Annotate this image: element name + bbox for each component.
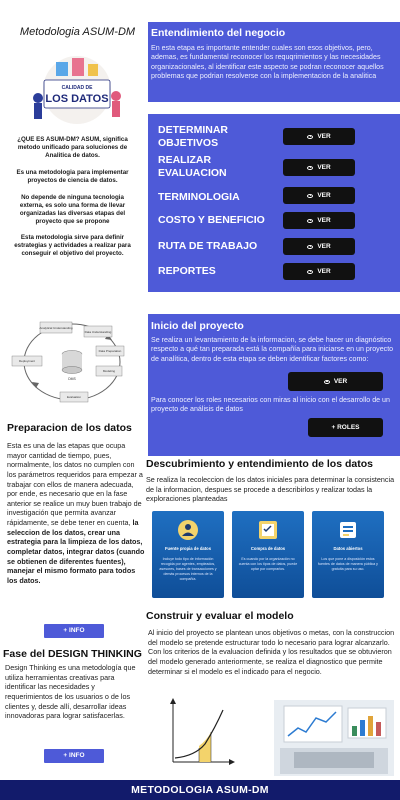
cycle-label-6: Deployment bbox=[18, 359, 36, 363]
ver-button-label: VER bbox=[317, 133, 331, 140]
logo bbox=[24, 50, 130, 128]
intro-paragraph-4: Esta metodologia sirve para definir estrategias y actividades a realizar para conseguir el objetivo del proyecto. bbox=[14, 234, 131, 258]
roles-button-label: + ROLES bbox=[331, 424, 360, 431]
preparacion-info-button[interactable]: + INFO bbox=[44, 624, 104, 638]
menu-label-ruta-trabajo: RUTA DE TRABAJO bbox=[158, 240, 258, 252]
card-compra-datos bbox=[232, 511, 304, 598]
intro-text bbox=[10, 136, 135, 267]
cycle-label-5: Evaluation bbox=[66, 395, 82, 399]
cycle-center-label: DMS bbox=[68, 377, 76, 381]
roles-button[interactable] bbox=[308, 418, 383, 437]
card-title: Compra de datos bbox=[250, 546, 286, 551]
card-text: Los que pone a disposición estos fuentes de datos de manera pública y gratuita para su uso. bbox=[318, 557, 378, 572]
ver-button-ruta-trabajo[interactable] bbox=[283, 238, 355, 255]
preparacion-text-intro: Esta es una de las etapas que ocupa mayor cantidad de tiempo, pues, normalmente, los datos no cumplen con los parámetros requeridos para empezar a trabajar con ellos de manera adecuada, por ende, es necesario que en la fase anterior se realice un muy buen trabajo de investigación que permita avanzar rápidamente, se debe tener en cuenta, bbox=[7, 441, 143, 528]
eye-icon bbox=[307, 194, 313, 198]
eye-icon bbox=[307, 219, 313, 223]
design-info-button[interactable]: + INFO bbox=[44, 749, 104, 763]
intro-paragraph-1: ¿QUE ES ASUM-DM? ASUM, significa metodo unificado para soluciones de Analitica de datos. bbox=[17, 136, 128, 159]
card-title: Fuente propia de datos bbox=[164, 546, 212, 551]
card-title: Datos abiertos bbox=[333, 546, 363, 551]
data-sources-cards bbox=[146, 511, 400, 598]
menu-label-terminologia: TERMINOLOGIA bbox=[158, 191, 240, 203]
inicio-title: Inicio del proyecto bbox=[151, 320, 244, 332]
menu-label-determinar-objetivos: DETERMINAR OBJETIVOS bbox=[158, 124, 228, 149]
cycle-label-4: Modeling bbox=[102, 369, 116, 373]
construir-text: Al inicio del proyecto se plantean unos objetivos o metas, con la construccion del modelo se pretende estructurar todo lo necesario para lograr alcanzarlo. Con los criterios de la evaluacion definida y los resultados que se obtuvieron del modelo generado anteriormente, se realiza el diagnostico que permite determinar si el modelo es el indicado para el negocio. bbox=[148, 628, 395, 676]
person-data-icon bbox=[176, 519, 200, 541]
ver-button-label: VER bbox=[317, 217, 331, 224]
negocio-text: En esta etapa es importante entender cuales son esos objetivos, pero, ademas, es fundamental reconocer los requqrimientos y las necesidades organizacionales, al identificar este aspecto se podran reconocer aquellos problemas que podrian resolverse con la implementacion de la analitica bbox=[151, 44, 384, 81]
open-data-icon bbox=[336, 519, 360, 541]
preparacion-text-bold: la seleccion de los datos, crear una estrategia para la limpieza de los datos, completar datos, integrar datos (cuando se obtienen de diferentes fuentes), manejar el mismo formato para todos los datos. bbox=[7, 518, 145, 585]
preparacion-text bbox=[7, 441, 145, 586]
design-thinking-text: Design Thinking es una metodología que utiliza herramientas creativas para identificar las necesidades y requerimientos de los usuarios o de los clientes y, desde allí, desarrollar ideas innovadoras para lograr satisfacerlas. bbox=[5, 663, 136, 721]
cycle-label-1: Analytical Understanding bbox=[39, 326, 73, 330]
ver-button-reportes[interactable] bbox=[283, 263, 355, 280]
ver-button-label: VER bbox=[317, 268, 331, 275]
footer-bar: METODOLOGIA ASUM-DM bbox=[0, 780, 400, 800]
logo-big-text: LOS DATOS bbox=[45, 93, 109, 105]
negocio-panel bbox=[148, 22, 400, 102]
eye-icon bbox=[307, 245, 313, 249]
cycle-label-3: Data Preparation bbox=[98, 349, 122, 353]
inicio-ver-button[interactable] bbox=[288, 372, 383, 391]
inicio-roles-text: Para conocer los roles necesarios con miras al inicio con el desarrollo de un proyecto de análisis de datos bbox=[151, 396, 390, 414]
design-thinking-title: Fase del DESIGN THINKING bbox=[3, 648, 142, 660]
ver-button-label: VER bbox=[317, 243, 331, 250]
inicio-panel bbox=[148, 314, 400, 456]
brand-title: Metodologia ASUM-DM bbox=[19, 26, 136, 38]
descubrimiento-text: Se realiza la recoleccion de los datos iniciales para determinar la consistencia de la informacion, despues se procede a describirlos y realizar todas la exploraciones planteadas bbox=[146, 475, 395, 504]
inicio-ver-label: VER bbox=[333, 378, 348, 385]
construir-title: Construir y evaluar el modelo bbox=[146, 610, 294, 622]
asum-cycle-diagram bbox=[10, 316, 135, 408]
card-datos-abiertos bbox=[312, 511, 384, 598]
ver-button-determinar-objetivos[interactable] bbox=[283, 128, 355, 145]
logo-small-text: CALIDAD DE bbox=[61, 85, 93, 91]
preparacion-title: Preparacion de los datos bbox=[7, 422, 132, 434]
card-text: Es cuando por la organización no cuenta con los tipos de datos, puede optar por comprarlos. bbox=[238, 557, 298, 572]
menu-label-reportes: REPORTES bbox=[158, 265, 216, 277]
card-fuente-propia bbox=[152, 511, 224, 598]
descubrimiento-title: Descubrimiento y entendimiento de los datos bbox=[146, 458, 373, 470]
ver-button-realizar-evaluacion[interactable] bbox=[283, 159, 355, 176]
intro-paragraph-3: No depende de ninguna tecnologia externa, es solo una forma de llevar organizadas las diversas etapas del proyecto que se propone bbox=[19, 193, 126, 225]
eye-icon bbox=[307, 135, 313, 139]
intro-paragraph-2: Es una metodologia para implementar proyectos de ciencia de datos. bbox=[16, 168, 129, 184]
cycle-label-2: Data Understanding bbox=[84, 330, 112, 334]
eye-icon bbox=[307, 270, 313, 274]
ver-button-label: VER bbox=[317, 164, 331, 171]
eye-icon bbox=[324, 380, 330, 384]
laptop-graphs-photo bbox=[274, 700, 394, 776]
growth-chart-illustration bbox=[165, 698, 235, 768]
ver-button-terminologia[interactable] bbox=[283, 187, 355, 204]
menu-label-costo-beneficio: COSTO Y BENEFICIO bbox=[158, 214, 265, 226]
ver-button-costo-beneficio[interactable] bbox=[283, 212, 355, 229]
checklist-icon bbox=[256, 519, 280, 541]
eye-icon bbox=[307, 166, 313, 170]
menu-label-realizar-evaluacion: REALIZAR EVALUACION bbox=[158, 154, 227, 179]
negocio-title: Entendimiento del negocio bbox=[151, 27, 286, 39]
card-text: Incluye todo tipo de información recogida por agentes, empleados, asesores, bases de transacciones y demás procesos internos de la compañía. bbox=[159, 557, 217, 582]
ver-button-label: VER bbox=[317, 192, 331, 199]
inicio-text: Se realiza un levantamiento de la informacion, se debe hacer un diagnóstico respecto a qué tan preparada está la compañía para iniciarse en un proyecto de analítica, dentro de esta etapa se deben identificar factores como: bbox=[151, 336, 394, 363]
negocio-menu-panel bbox=[148, 114, 400, 292]
